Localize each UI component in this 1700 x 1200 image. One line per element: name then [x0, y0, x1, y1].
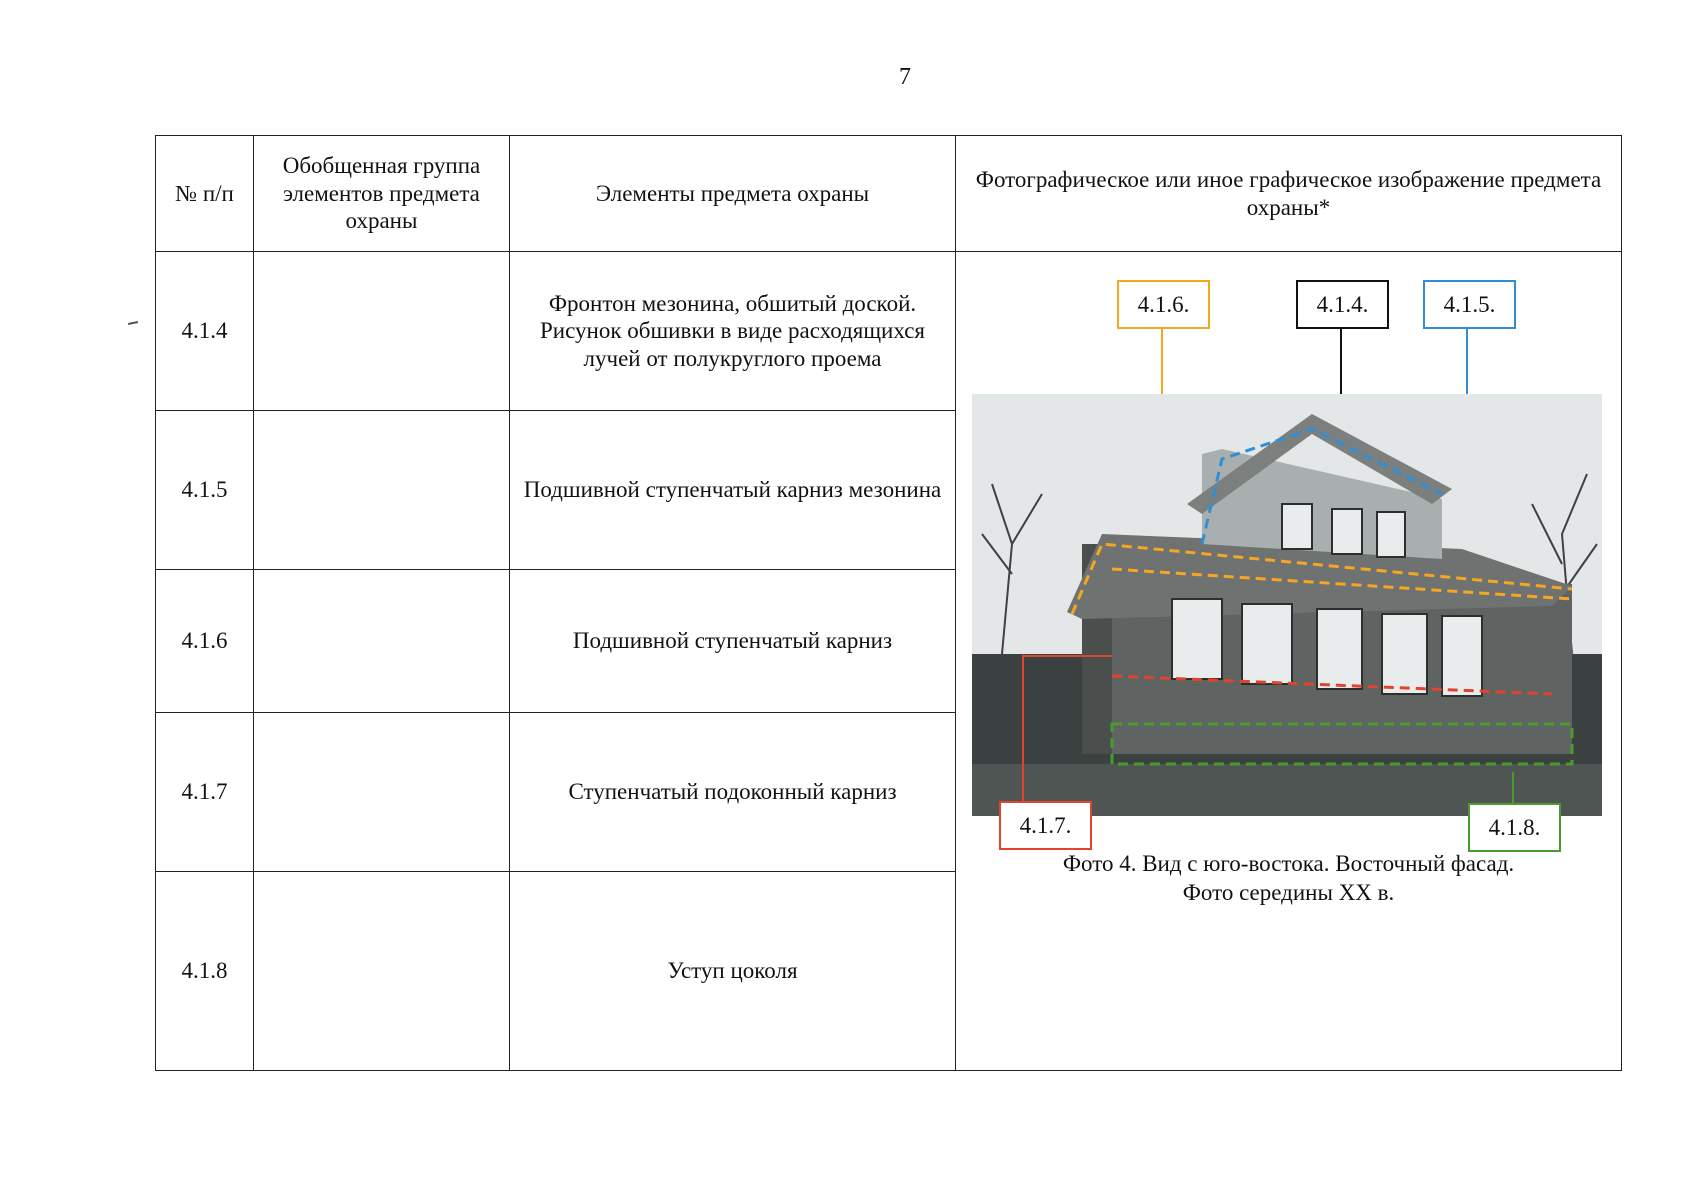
house-photo — [972, 394, 1602, 816]
row-group — [254, 713, 510, 872]
row-element: Фронтон мезонина, обшитый доской. Рисунок обшивки в виде расходящихся лучей от полукруглого проема — [510, 252, 956, 411]
leader-line-4-1-7-h — [1022, 655, 1112, 657]
row-group — [254, 411, 510, 570]
scan-mark — [128, 321, 138, 325]
row-element: Уступ цоколя — [510, 872, 956, 1071]
table-header-row — [156, 136, 1622, 252]
row-num: 4.1.8 — [156, 872, 254, 1071]
row-num: 4.1.4 — [156, 252, 254, 411]
header-elements: Элементы предмета охраны — [510, 136, 956, 252]
row-num: 4.1.5 — [156, 411, 254, 570]
callout-4-1-4: 4.1.4. — [1296, 280, 1389, 329]
leader-line-4-1-7 — [1022, 655, 1024, 801]
row-element: Ступенчатый подоконный карниз — [510, 713, 956, 872]
leader-line-4-1-8 — [1512, 772, 1514, 803]
row-num: 4.1.7 — [156, 713, 254, 872]
caption-line-1: Фото 4. Вид с юго-востока. Восточный фасад. — [1062, 851, 1515, 876]
row-element: Подшивной ступенчатый карниз — [510, 570, 956, 713]
protection-table — [155, 135, 1622, 1071]
photo-caption — [956, 850, 1621, 908]
row-group — [254, 872, 510, 1071]
photo-cell — [956, 252, 1622, 1071]
header-group: Обобщенная группа элементов предмета охраны — [254, 136, 510, 252]
row-group — [254, 570, 510, 713]
callout-4-1-8: 4.1.8. — [1468, 803, 1561, 852]
leader-line-4-1-4 — [1340, 325, 1342, 405]
row-element: Подшивной ступенчатый карниз мезонина — [510, 411, 956, 570]
row-group — [254, 252, 510, 411]
callout-4-1-5: 4.1.5. — [1423, 280, 1516, 329]
page-number: 7 — [899, 64, 911, 90]
header-num: № п/п — [156, 136, 254, 252]
caption-line-2: Фото середины XX в. — [1182, 879, 1395, 905]
house-illustration — [972, 394, 1602, 816]
table-row — [156, 252, 1622, 411]
header-photo: Фотографическое или иное графическое изображение предмета охраны* — [956, 136, 1622, 252]
callout-4-1-7: 4.1.7. — [999, 801, 1092, 850]
callout-4-1-6: 4.1.6. — [1117, 280, 1210, 329]
row-num: 4.1.6 — [156, 570, 254, 713]
